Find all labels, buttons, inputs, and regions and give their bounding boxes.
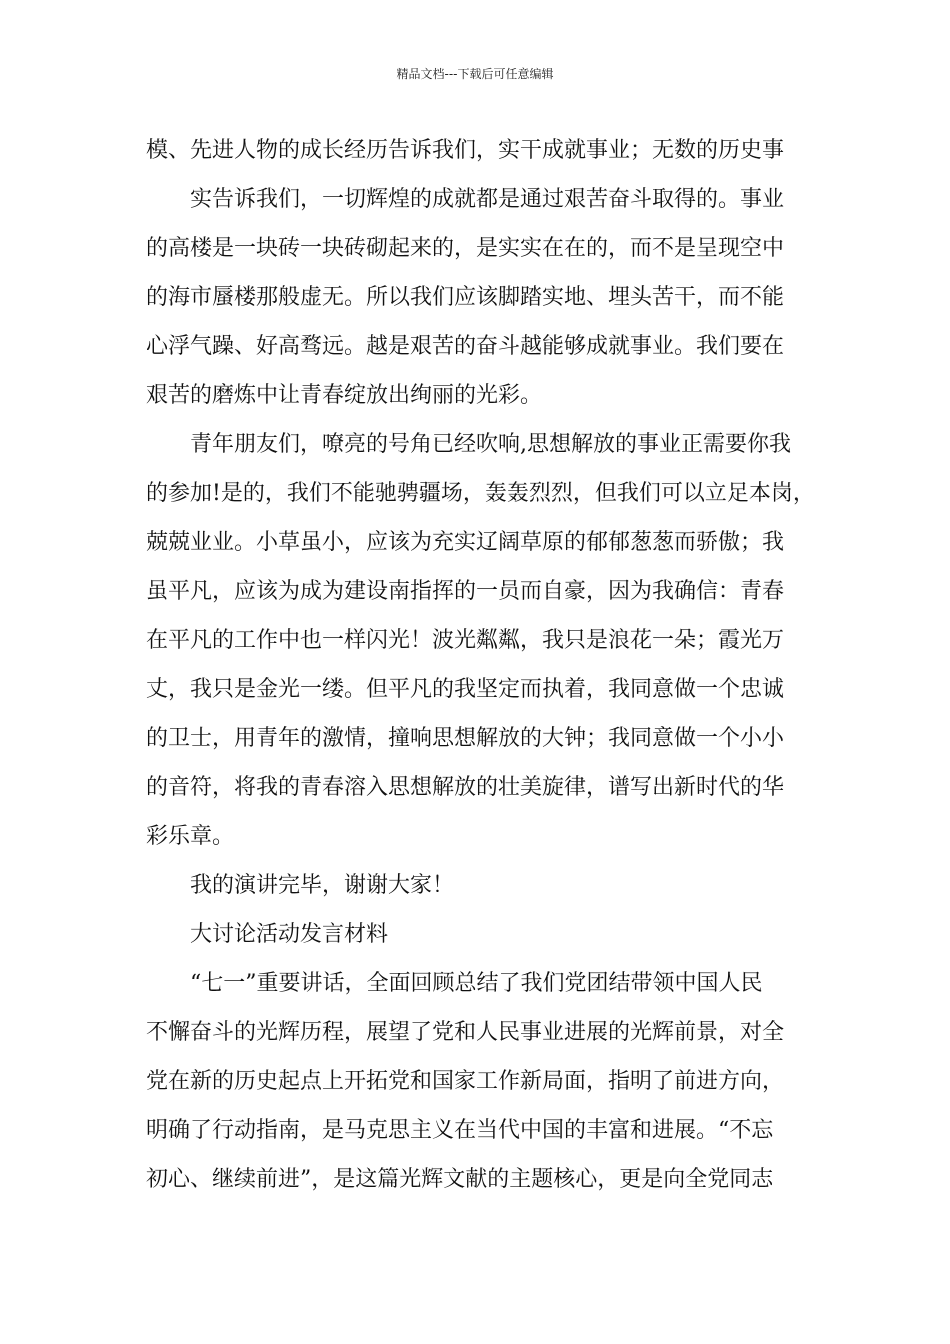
text-line: “七一”重要讲话，全面回顾总结了我们党团结带领中国人民 bbox=[190, 971, 763, 996]
text-line: 党在新的历史起点上开拓党和国家工作新局面，指明了前进方向， bbox=[146, 1069, 785, 1094]
text-line: 明确了行动指南，是马克思主义在当代中国的丰富和进展。“不忘 bbox=[146, 1118, 774, 1143]
text-line: 在平凡的工作中也一样闪光！波光粼粼，我只是浪花一朵；霞光万 bbox=[146, 628, 785, 653]
text-line: 大讨论活动发言材料 bbox=[190, 922, 389, 947]
text-line: 不懈奋斗的光辉历程，展望了党和人民事业进展的光辉前景，对全 bbox=[146, 1020, 785, 1045]
text-line: 的海市蜃楼那般虚无。所以我们应该脚踏实地、埋头苦干，而不能 bbox=[146, 285, 785, 310]
text-line: 心浮气躁、好高骛远。越是艰苦的奋斗越能够成就事业。我们要在 bbox=[146, 334, 785, 359]
text-line: 的高楼是一块砖一块砖砌起来的，是实实在在的，而不是呈现空中 bbox=[146, 236, 785, 261]
text-line: 实告诉我们，一切辉煌的成就都是通过艰苦奋斗取得的。事业 bbox=[190, 187, 785, 212]
page-header: 精品文档---下载后可任意编辑 bbox=[396, 67, 554, 81]
text-line: 模、先进人物的成长经历告诉我们，实干成就事业；无数的历史事 bbox=[146, 138, 785, 163]
text-line: 的音符，将我的青春溶入思想解放的壮美旋律，谱写出新时代的华 bbox=[146, 775, 785, 800]
text-line: 艰苦的磨炼中让青春绽放出绚丽的光彩。 bbox=[146, 383, 543, 408]
text-line: 彩乐章。 bbox=[146, 824, 235, 849]
text-line: 初心、继续前进”，是这篇光辉文献的主题核心，更是向全党同志 bbox=[146, 1167, 774, 1192]
text-line: 丈，我只是金光一缕。但平凡的我坚定而执着，我同意做一个忠诚 bbox=[146, 677, 785, 702]
text-line: 虽平凡，应该为成为建设南指挥的一员而自豪，因为我确信：青春 bbox=[146, 579, 785, 604]
text-line: 兢兢业业。小草虽小，应该为充实辽阔草原的郁郁葱葱而骄傲；我 bbox=[146, 530, 785, 555]
text-line: 的卫士，用青年的激情，撞响思想解放的大钟；我同意做一个小小 bbox=[146, 726, 785, 751]
document-body bbox=[146, 126, 836, 1204]
text-line: 我的演讲完毕，谢谢大家！ bbox=[190, 873, 455, 898]
text-line: 青年朋友们，嘹亮的号角已经吹响,思想解放的事业正需要你我 bbox=[190, 432, 791, 457]
text-line: 的参加!是的，我们不能驰骋疆场，轰轰烈烈，但我们可以立足本岗， bbox=[146, 481, 815, 506]
